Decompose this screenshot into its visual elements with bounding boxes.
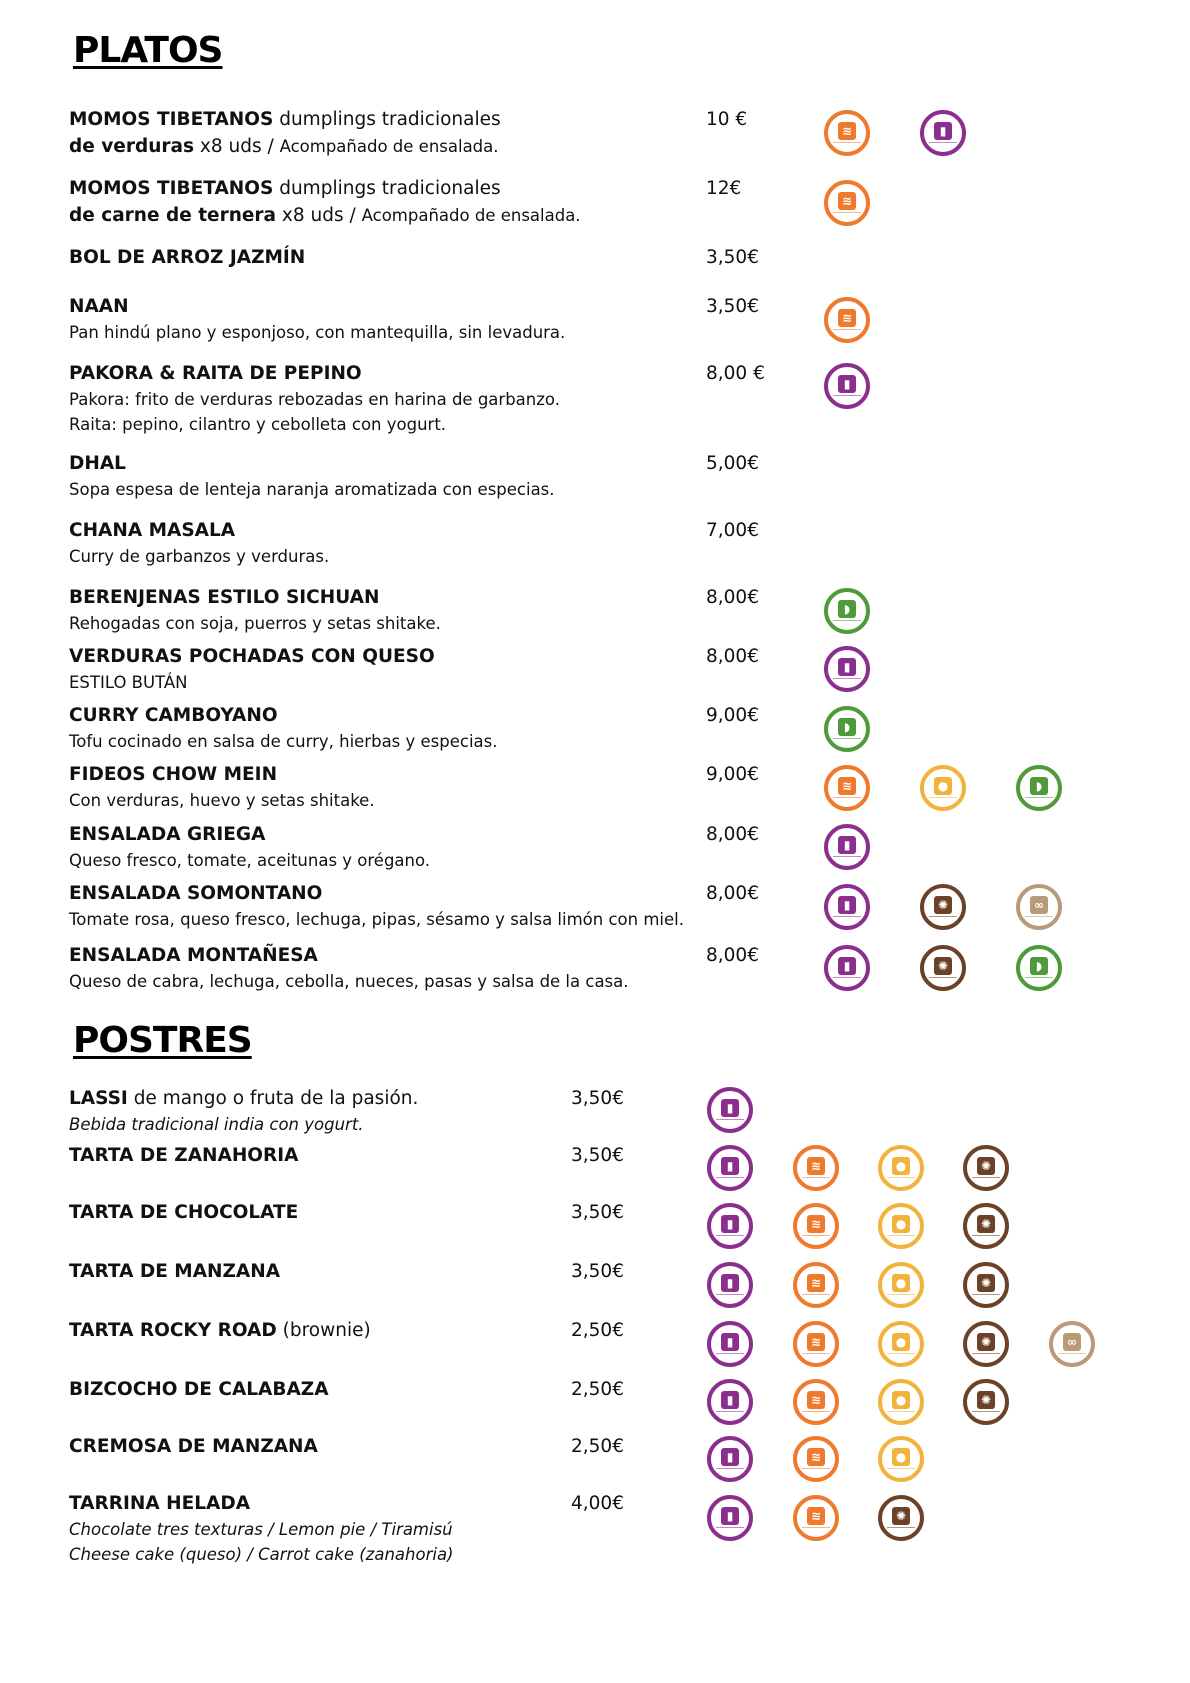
platos-title: PLATOS — [73, 30, 223, 71]
item-name: TARTA DE MANZANA — [69, 1261, 281, 1282]
menu-item — [69, 1142, 298, 1169]
item-name: CURRY CAMBOYANO — [69, 705, 278, 726]
soja-icon: ◗ — [824, 588, 870, 634]
item-name-2: de carne de ternera — [69, 205, 277, 226]
gluten-icon: ≋ — [793, 1436, 839, 1482]
huevo-icon: ● — [878, 1262, 924, 1308]
menu-item — [69, 1490, 454, 1567]
item-price: 2,50€ — [571, 1379, 624, 1400]
item-name: FIDEOS CHOW MEIN — [69, 764, 278, 785]
item-price: 8,00€ — [706, 945, 759, 966]
item-name: BOL DE ARROZ JAZMÍN — [69, 247, 306, 268]
item-name: BIZCOCHO DE CALABAZA — [69, 1379, 329, 1400]
item-price: 9,00€ — [706, 764, 759, 785]
menu-item — [69, 360, 560, 437]
huevo-icon: ● — [878, 1436, 924, 1482]
item-description: ESTILO BUTÁN — [69, 673, 188, 692]
frutos-secos-icon: ✺ — [963, 1145, 1009, 1191]
item-name: TARTA ROCKY ROAD — [69, 1320, 277, 1341]
soja-icon: ◗ — [824, 706, 870, 752]
frutos-secos-icon: ✺ — [963, 1379, 1009, 1425]
item-name: VERDURAS POCHADAS CON QUESO — [69, 646, 435, 667]
menu-item — [69, 244, 305, 271]
menu-item — [69, 1317, 371, 1344]
item-name: ENSALADA MONTAÑESA — [69, 945, 318, 966]
item-price: 3,50€ — [571, 1261, 624, 1282]
lacteos-icon: ▮ — [707, 1379, 753, 1425]
huevo-icon: ● — [878, 1321, 924, 1367]
item-qty: x8 uds / — [194, 136, 280, 157]
item-name: BERENJENAS ESTILO SICHUAN — [69, 587, 380, 608]
item-description: Curry de garbanzos y verduras. — [69, 547, 330, 566]
postres-title: POSTRES — [73, 1020, 252, 1061]
menu-item — [69, 1085, 418, 1137]
item-price: 8,00€ — [706, 883, 759, 904]
item-price: 2,50€ — [571, 1320, 624, 1341]
item-price: 3,50€ — [571, 1202, 624, 1223]
menu-item — [69, 584, 441, 636]
item-price: 8,00€ — [706, 646, 759, 667]
lacteos-icon: ▮ — [707, 1321, 753, 1367]
item-name: TARTA DE CHOCOLATE — [69, 1202, 299, 1223]
gluten-icon: ≋ — [824, 110, 870, 156]
item-price: 4,00€ — [571, 1493, 624, 1514]
item-price: 3,50€ — [706, 296, 759, 317]
lacteos-icon: ▮ — [707, 1262, 753, 1308]
lacteos-icon: ▮ — [824, 646, 870, 692]
gluten-icon: ≋ — [793, 1321, 839, 1367]
item-subtitle: (brownie) — [276, 1320, 371, 1341]
item-name: PAKORA & RAITA DE PEPINO — [69, 363, 362, 384]
gluten-icon: ≋ — [824, 765, 870, 811]
menu-item — [69, 106, 501, 160]
frutos-secos-icon: ✺ — [963, 1262, 1009, 1308]
gluten-icon: ≋ — [793, 1145, 839, 1191]
item-name: TARTA DE ZANAHORIA — [69, 1145, 299, 1166]
menu-item — [69, 643, 435, 695]
cacahuetes-icon: ∞ — [1016, 884, 1062, 930]
item-description: Tofu cocinado en salsa de curry, hierbas y especias. — [69, 732, 498, 751]
huevo-icon: ● — [920, 765, 966, 811]
item-qty: x8 uds / — [276, 205, 362, 226]
menu-item — [69, 702, 498, 754]
item-subtitle: dumplings tradicionales — [273, 178, 501, 199]
item-description: Raita: pepino, cilantro y cebolleta con yogurt. — [69, 415, 447, 434]
item-description: Pakora: frito de verduras rebozadas en harina de garbanzo. — [69, 390, 560, 409]
menu-item — [69, 1376, 329, 1403]
item-name: DHAL — [69, 453, 126, 474]
menu-item — [69, 293, 565, 345]
item-name: TARRINA HELADA — [69, 1493, 251, 1514]
item-name: NAAN — [69, 296, 129, 317]
item-price: 8,00 € — [706, 363, 765, 384]
lacteos-icon: ▮ — [824, 824, 870, 870]
menu-item — [69, 880, 684, 932]
item-description: Rehogadas con soja, puerros y setas shitake. — [69, 614, 441, 633]
lacteos-icon: ▮ — [707, 1203, 753, 1249]
gluten-icon: ≋ — [793, 1379, 839, 1425]
item-description: Con verduras, huevo y setas shitake. — [69, 791, 375, 810]
item-price: 7,00€ — [706, 520, 759, 541]
item-note: Acompañado de ensalada. — [361, 206, 581, 225]
huevo-icon: ● — [878, 1145, 924, 1191]
menu-item — [69, 761, 375, 813]
soja-icon: ◗ — [1016, 765, 1062, 811]
item-price: 8,00€ — [706, 587, 759, 608]
gluten-icon: ≋ — [793, 1203, 839, 1249]
lacteos-icon: ▮ — [920, 110, 966, 156]
item-price: 8,00€ — [706, 824, 759, 845]
frutos-secos-icon: ✺ — [963, 1321, 1009, 1367]
item-name: MOMOS TIBETANOS — [69, 109, 274, 130]
frutos-secos-icon: ✺ — [920, 945, 966, 991]
item-description: Queso fresco, tomate, aceitunas y orégano. — [69, 851, 431, 870]
item-name: ENSALADA SOMONTANO — [69, 883, 323, 904]
item-name: CREMOSA DE MANZANA — [69, 1436, 318, 1457]
menu-item — [69, 942, 629, 994]
frutos-secos-icon: ✺ — [920, 884, 966, 930]
item-name: LASSI — [69, 1088, 128, 1109]
lacteos-icon: ▮ — [707, 1495, 753, 1541]
huevo-icon: ● — [878, 1203, 924, 1249]
gluten-icon: ≋ — [793, 1495, 839, 1541]
item-price: 5,00€ — [706, 453, 759, 474]
huevo-icon: ● — [878, 1379, 924, 1425]
item-subtitle: dumplings tradicionales — [273, 109, 501, 130]
menu-item — [69, 1433, 318, 1460]
item-name-2: de verduras — [69, 136, 194, 157]
lacteos-icon: ▮ — [824, 884, 870, 930]
lacteos-icon: ▮ — [707, 1436, 753, 1482]
item-price: 12€ — [706, 178, 742, 199]
item-price: 3,50€ — [571, 1145, 624, 1166]
gluten-icon: ≋ — [824, 297, 870, 343]
menu-item — [69, 821, 430, 873]
menu-item — [69, 1258, 280, 1285]
item-price: 2,50€ — [571, 1436, 624, 1457]
item-description: Tomate rosa, queso fresco, lechuga, pipas, sésamo y salsa limón con miel. — [69, 910, 684, 929]
menu-item — [69, 175, 581, 229]
lacteos-icon: ▮ — [707, 1145, 753, 1191]
cacahuetes-icon: ∞ — [1049, 1321, 1095, 1367]
menu-item — [69, 450, 555, 502]
lacteos-icon: ▮ — [824, 363, 870, 409]
item-note: Acompañado de ensalada. — [279, 137, 499, 156]
item-description: Chocolate tres texturas / Lemon pie / Tiramisú — [69, 1520, 453, 1539]
menu-item — [69, 1199, 298, 1226]
item-description: Cheese cake (queso) / Carrot cake (zanahoria) — [69, 1545, 454, 1564]
gluten-icon: ≋ — [824, 180, 870, 226]
gluten-icon: ≋ — [793, 1262, 839, 1308]
frutos-secos-icon: ✺ — [878, 1495, 924, 1541]
menu-item — [69, 517, 329, 569]
frutos-secos-icon: ✺ — [963, 1203, 1009, 1249]
item-name: CHANA MASALA — [69, 520, 236, 541]
soja-icon: ◗ — [1016, 945, 1062, 991]
item-price: 10 € — [706, 109, 748, 130]
item-subtitle: de mango o fruta de la pasión. — [127, 1088, 419, 1109]
item-description: Queso de cabra, lechuga, cebolla, nueces, pasas y salsa de la casa. — [69, 972, 629, 991]
item-description: Sopa espesa de lenteja naranja aromatizada con especias. — [69, 480, 555, 499]
item-price: 3,50€ — [571, 1088, 624, 1109]
item-description: Pan hindú plano y esponjoso, con mantequilla, sin levadura. — [69, 323, 566, 342]
lacteos-icon: ▮ — [707, 1087, 753, 1133]
item-price: 9,00€ — [706, 705, 759, 726]
item-price: 3,50€ — [706, 247, 759, 268]
item-name: ENSALADA GRIEGA — [69, 824, 266, 845]
item-description: Bebida tradicional india con yogurt. — [69, 1115, 364, 1134]
item-name: MOMOS TIBETANOS — [69, 178, 274, 199]
lacteos-icon: ▮ — [824, 945, 870, 991]
